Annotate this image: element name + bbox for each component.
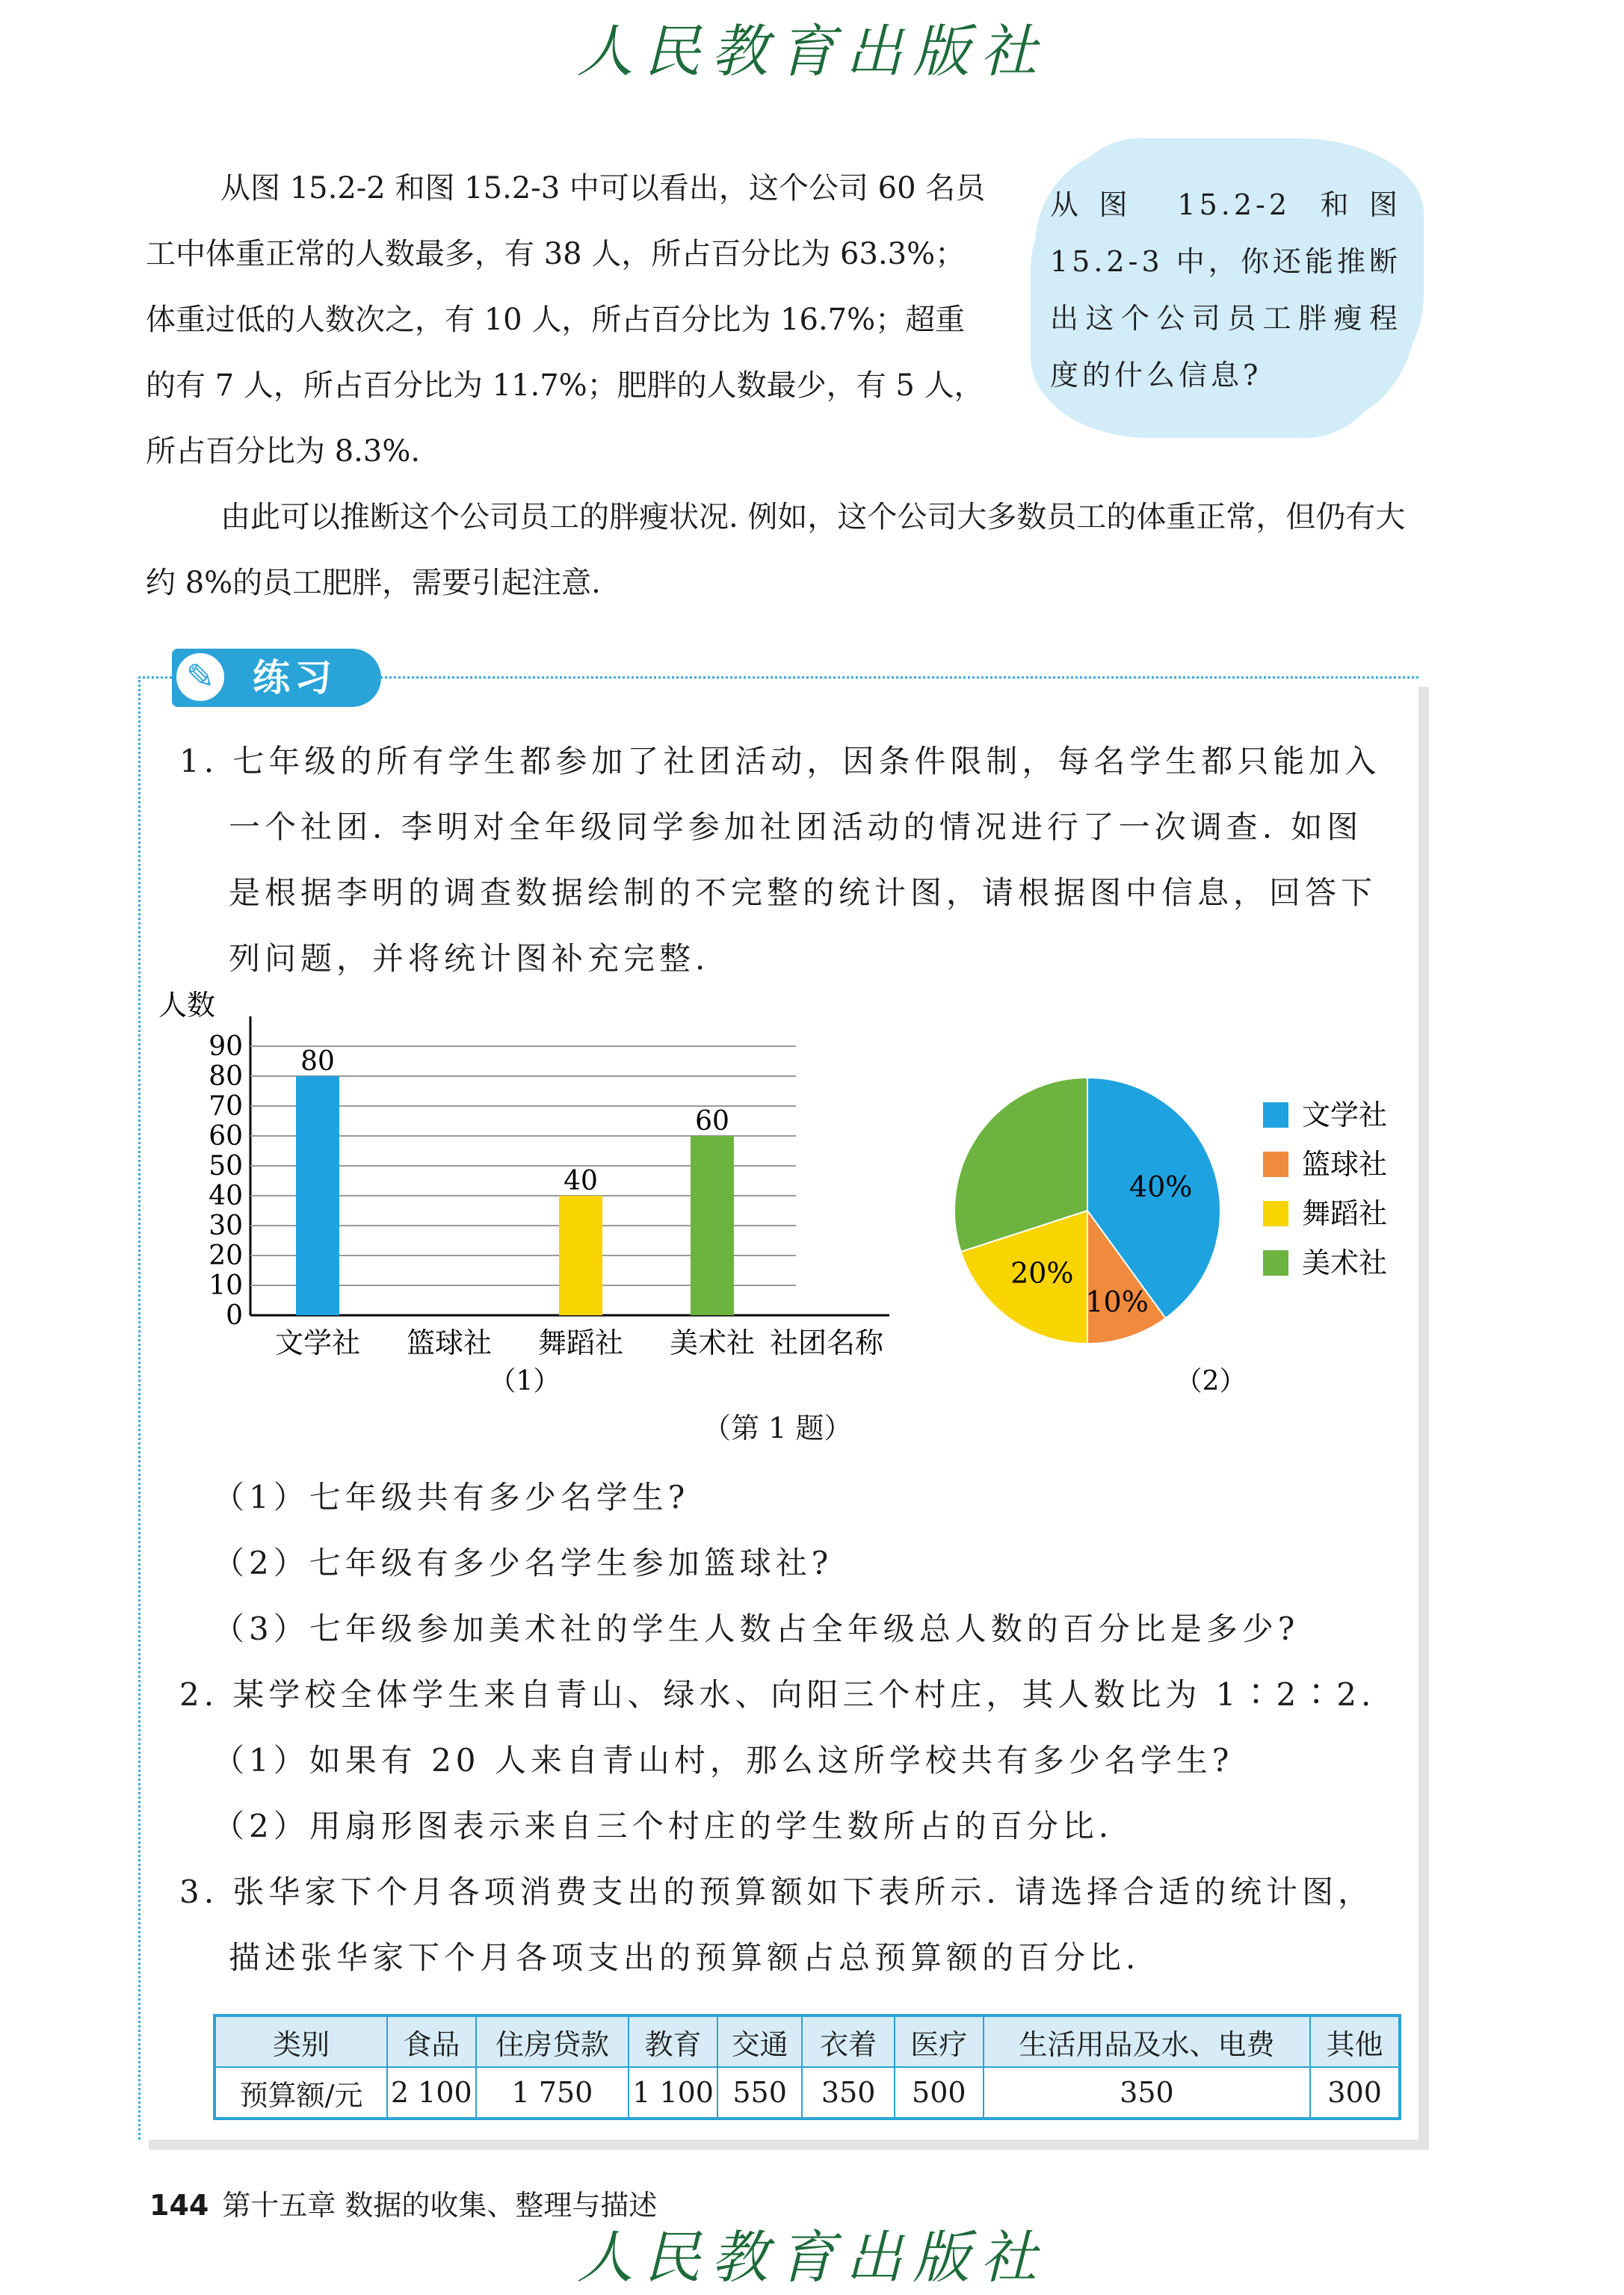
bar-y-tick-label: 90 — [209, 1031, 243, 1062]
bar-category-label: 美术社 — [669, 1326, 756, 1359]
budget-header-cell: 交通 — [717, 2016, 803, 2067]
publisher-logo-top: 人民教育出版社 — [576, 18, 1048, 84]
pie-slice-label: 20% — [1010, 1256, 1074, 1290]
intro-text-2: 由此可以推断这个公司员工的胖瘦状况. 例如，这个公司大多数员工的体重正常，但仍有大约 8%的员工肥胖，需要引起注意. — [146, 500, 1406, 600]
chapter-title: 第十五章 数据的收集、整理与描述 — [222, 2189, 658, 2222]
question-2-text: 2. 某学校全体学生来自青山、绿水、向阳三个村庄，其人数比为 1∶2∶2. — [179, 1676, 1376, 1713]
question-1-text: 1. 七年级的所有学生都参加了社团活动，因条件限制，每名学生都只能加入一个社团. 李明对全年级同学参加社团活动的情况进行了一次调查. 如图是根据李明的调查数据绘制的不完整的统计图，请根据图中信息，回答下列问题，并将统计图补充完整. — [179, 743, 1381, 977]
bar-marks — [296, 1046, 734, 1315]
legend-label: 美术社 — [1302, 1247, 1388, 1279]
question-1-subs — [213, 1465, 1409, 1662]
intro-text-1: 从图 15.2-2 和图 15.2-3 中可以看出，这个公司 60 名员工中体重正常的人数最多，有 38 人，所占百分比为 63.3%；体重过低的人数次之，有 10 人，所占百分比为 16.7%；超重的有 7 人，所占百分比为 11.7%；肥胖的人数最少，有 5 人，所占百分比为 8.3%. — [146, 171, 986, 469]
legend-label: 舞蹈社 — [1302, 1197, 1388, 1230]
question-3 — [179, 1859, 1390, 1991]
bar-2 — [559, 1196, 602, 1315]
page-number: 144 — [149, 2189, 209, 2222]
budget-header-cell: 教育 — [629, 2016, 717, 2067]
figure-caption: （第 1 题） — [703, 1412, 853, 1445]
budget-value-cell: 1 750 — [476, 2067, 629, 2119]
budget-table-value-row — [214, 2067, 1400, 2119]
bar-data-label: 80 — [300, 1046, 335, 1077]
bar-category-label: 篮球社 — [406, 1326, 493, 1359]
publisher-logo-bottom: 人民教育出版社 — [576, 2224, 1048, 2291]
budget-value-cell: 2 100 — [387, 2067, 476, 2119]
legend-swatch — [1263, 1250, 1288, 1276]
budget-header-cell: 住房贷款 — [476, 2016, 629, 2067]
bar-category-labels — [275, 1326, 755, 1359]
bar-category-label: 舞蹈社 — [537, 1326, 624, 1359]
budget-header-cell: 生活用品及水、电费 — [984, 2016, 1311, 2067]
exercise-tag-label: 练习 — [253, 656, 336, 699]
bar-y-tick-label: 40 — [209, 1181, 243, 1211]
question-3-text: 3. 张华家下个月各项消费支出的预算额如下表所示. 请选择合适的统计图，描述张华家下个月各项支出的预算额占总预算额的百分比. — [179, 1874, 1374, 1976]
figure-label-2: （2） — [1175, 1366, 1247, 1397]
budget-header-cell: 类别 — [214, 2016, 387, 2067]
budget-table-header-row — [214, 2016, 1400, 2067]
thought-cloud-text: 从图 15.2-2 和图 15.2-3 中，你还能推断出这个公司员工胖瘦程度的什么信息? — [1050, 188, 1401, 392]
budget-header-cell: 衣着 — [802, 2016, 895, 2067]
question-1 — [179, 729, 1390, 992]
budget-header-cell: 食品 — [387, 2016, 476, 2067]
legend-label: 文学社 — [1302, 1099, 1388, 1131]
bar-y-tick-label: 80 — [209, 1061, 243, 1092]
bar-y-tick-label: 30 — [209, 1211, 243, 1241]
question-1-sub-3: （3）七年级参加美术社的学生人数占全年级总人数的百分比是多少? — [213, 1610, 1300, 1647]
budget-header-cell: 其他 — [1310, 2016, 1400, 2067]
bar-y-tick-label: 10 — [209, 1270, 243, 1301]
legend-swatch — [1263, 1102, 1288, 1128]
bar-y-tick-label: 0 — [226, 1300, 243, 1331]
question-2-sub-1: （1）如果有 20 人来自青山村，那么这所学校共有多少名学生? — [213, 1742, 1234, 1779]
budget-value-cell: 550 — [717, 2067, 803, 2119]
budget-header-cell: 医疗 — [895, 2016, 984, 2067]
budget-table — [213, 2014, 1401, 2120]
budget-value-cell: 350 — [984, 2067, 1311, 2119]
bar-0 — [296, 1076, 339, 1315]
legend-label: 篮球社 — [1302, 1148, 1388, 1181]
pie-legend — [1263, 1099, 1387, 1279]
bar-y-tick-label: 20 — [209, 1241, 243, 1271]
budget-value-cell: 500 — [895, 2067, 984, 2119]
bar-3 — [691, 1136, 734, 1315]
intro-paragraph-2 — [146, 484, 1431, 616]
bar-tick-labels — [209, 1031, 243, 1331]
question-1-sub-1: （1）七年级共有多少名学生? — [213, 1479, 690, 1516]
question-2 — [179, 1662, 1405, 1859]
question-2-sub-2: （2）用扇形图表示来自三个村庄的学生数所占的百分比. — [213, 1808, 1114, 1844]
budget-value-cell: 预算额/元 — [214, 2067, 387, 2119]
charts-figure — [135, 972, 1480, 1435]
budget-value-cell: 1 100 — [629, 2067, 717, 2119]
legend-swatch — [1263, 1201, 1288, 1226]
legend-swatch — [1263, 1152, 1288, 1177]
pencil-icon: ✎ — [173, 650, 227, 704]
question-1-sub-2: （2）七年级有多少名学生参加篮球社? — [213, 1545, 833, 1581]
bar-x-axis-label: 社团名称 — [770, 1326, 884, 1359]
bar-y-axis-label: 人数 — [158, 989, 216, 1022]
bar-y-tick-label: 70 — [209, 1091, 243, 1122]
pie-slice-label: 10% — [1085, 1285, 1149, 1318]
figure-label-1: （1） — [489, 1366, 561, 1397]
pie-slice-label: 40% — [1129, 1170, 1193, 1204]
intro-paragraph-1 — [146, 155, 987, 484]
budget-value-cell: 300 — [1310, 2067, 1400, 2119]
bar-data-label: 40 — [564, 1166, 598, 1196]
bar-category-label: 文学社 — [274, 1326, 361, 1359]
bar-y-tick-label: 50 — [209, 1151, 243, 1182]
bar-data-label: 60 — [695, 1106, 729, 1137]
bar-y-tick-label: 60 — [209, 1121, 243, 1152]
budget-value-cell: 350 — [802, 2067, 895, 2119]
